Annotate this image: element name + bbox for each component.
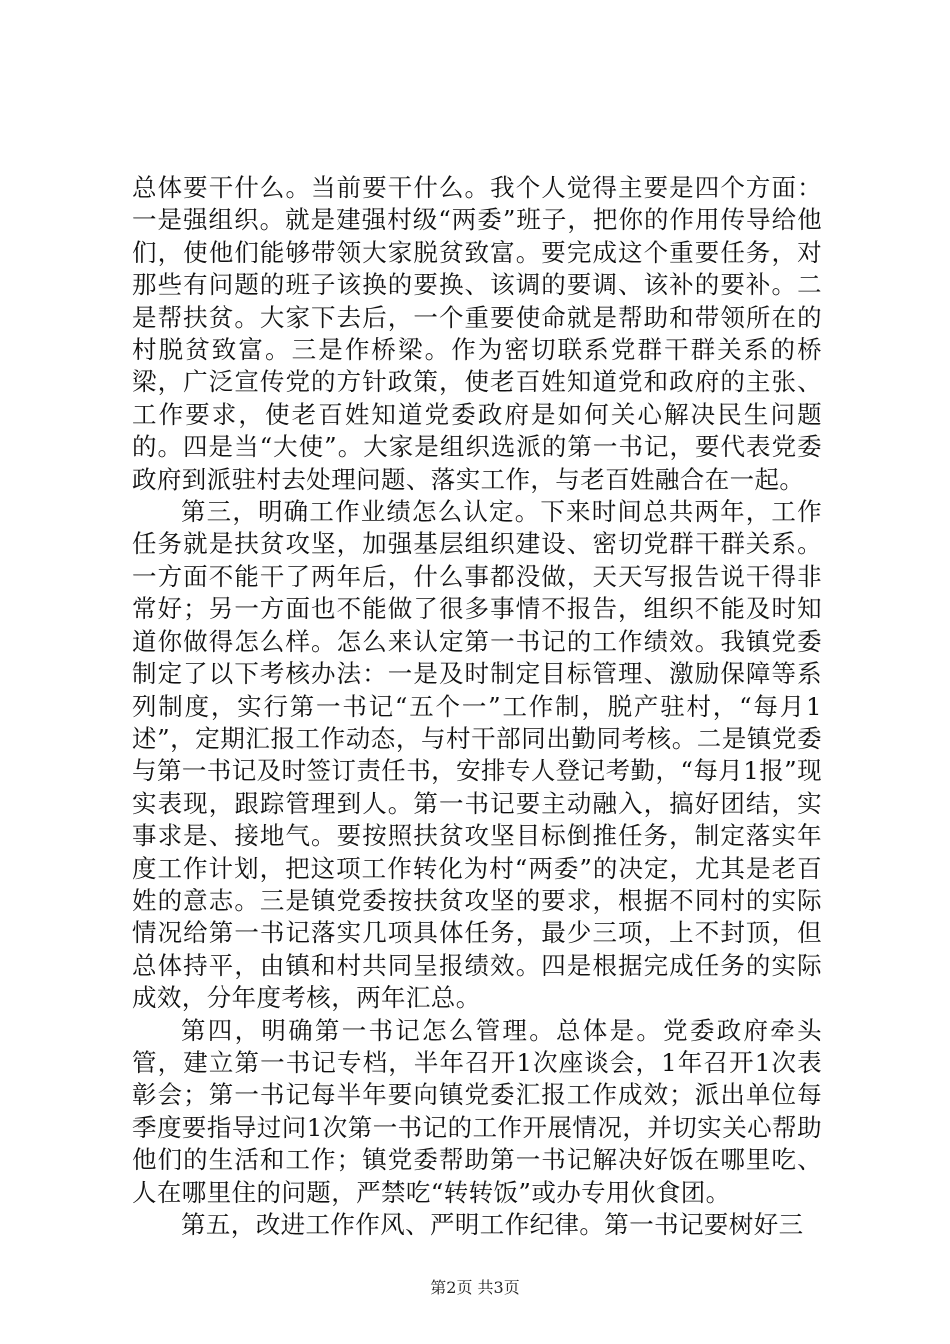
paragraph-four-aspects: 总体要干什么。当前要干什么。我个人觉得主要是四个方面：一是强组织。就是建强村级“两委”班子，把你的作用传导给他们，使他们能够带领大家脱贫致富。要完成这个重要任务，对那些有问题的班子该换的要换、该调的要调、该补的要补。二是帮扶贫。大家下去后，一个重要使命就是帮助和带领所在的村脱贫致富。三是作桥梁。作为密切联系党群干群关系的桥梁，广泛宣传党的方针政策，使老百姓知道党和政府的主张、工作要求，使老百姓知道党委政府是如何关心解决民生问题的。四是当“大使”。大家是组织选派的第一书记，要代表党委政府到派驻村去处理问题、落实工作，与老百姓融合在一起。 [132,173,822,494]
paragraph-fourth-management: 第四，明确第一书记怎么管理。总体是。党委政府牵头管，建立第一书记专档，半年召开1次座谈会，1年召开1次表彰会；第一书记每半年要向镇党委汇报工作成效；派出单位每季度要指导过问1次第一书记的工作开展情况，并切实关心帮助他们的生活和工作；镇党委帮助第一书记解决好饭在哪里吃、人在哪里住的问题，严禁吃“转转饭”或办专用伙食团。 [132,1015,822,1207]
paragraph-third-performance: 第三，明确工作业绩怎么认定。下来时间总共两年，工作任务就是扶贫攻坚，加强基层组织建设、密切党群干群关系。一方面不能干了两年后，什么事都没做，天天写报告说干得非常好；另一方面也不能做了很多事情不报告，组织不能及时知道你做得怎么样。怎么来认定第一书记的工作绩效。我镇党委制定了以下考核办法：一是及时制定目标管理、激励保障等系列制度，实行第一书记“五个一”工作制，脱产驻村，“每月1述”，定期汇报工作动态，与村干部同出勤同考核。二是镇党委与第一书记及时签订责任书，安排专人登记考勤，“每月1报”现实表现，跟踪管理到人。第一书记要主动融入，搞好团结，实事求是、接地气。要按照扶贫攻坚目标倒推任务，制定落实年度工作计划，把这项工作转化为村“两委”的决定，尤其是老百姓的意志。三是镇党委按扶贫攻坚的要求，根据不同村的实际情况给第一书记落实几项具体任务，最少三项，上不封顶，但总体持平，由镇和村共同呈报绩效。四是根据完成任务的实际成效，分年度考核，两年汇总。 [132,497,822,1013]
page-footer: 第2页 共3页 [430,1278,520,1297]
document-body [132,172,822,1241]
paragraph-fifth-discipline: 第五，改进工作作风、严明工作纪律。第一书记要树好三 [181,1210,804,1239]
